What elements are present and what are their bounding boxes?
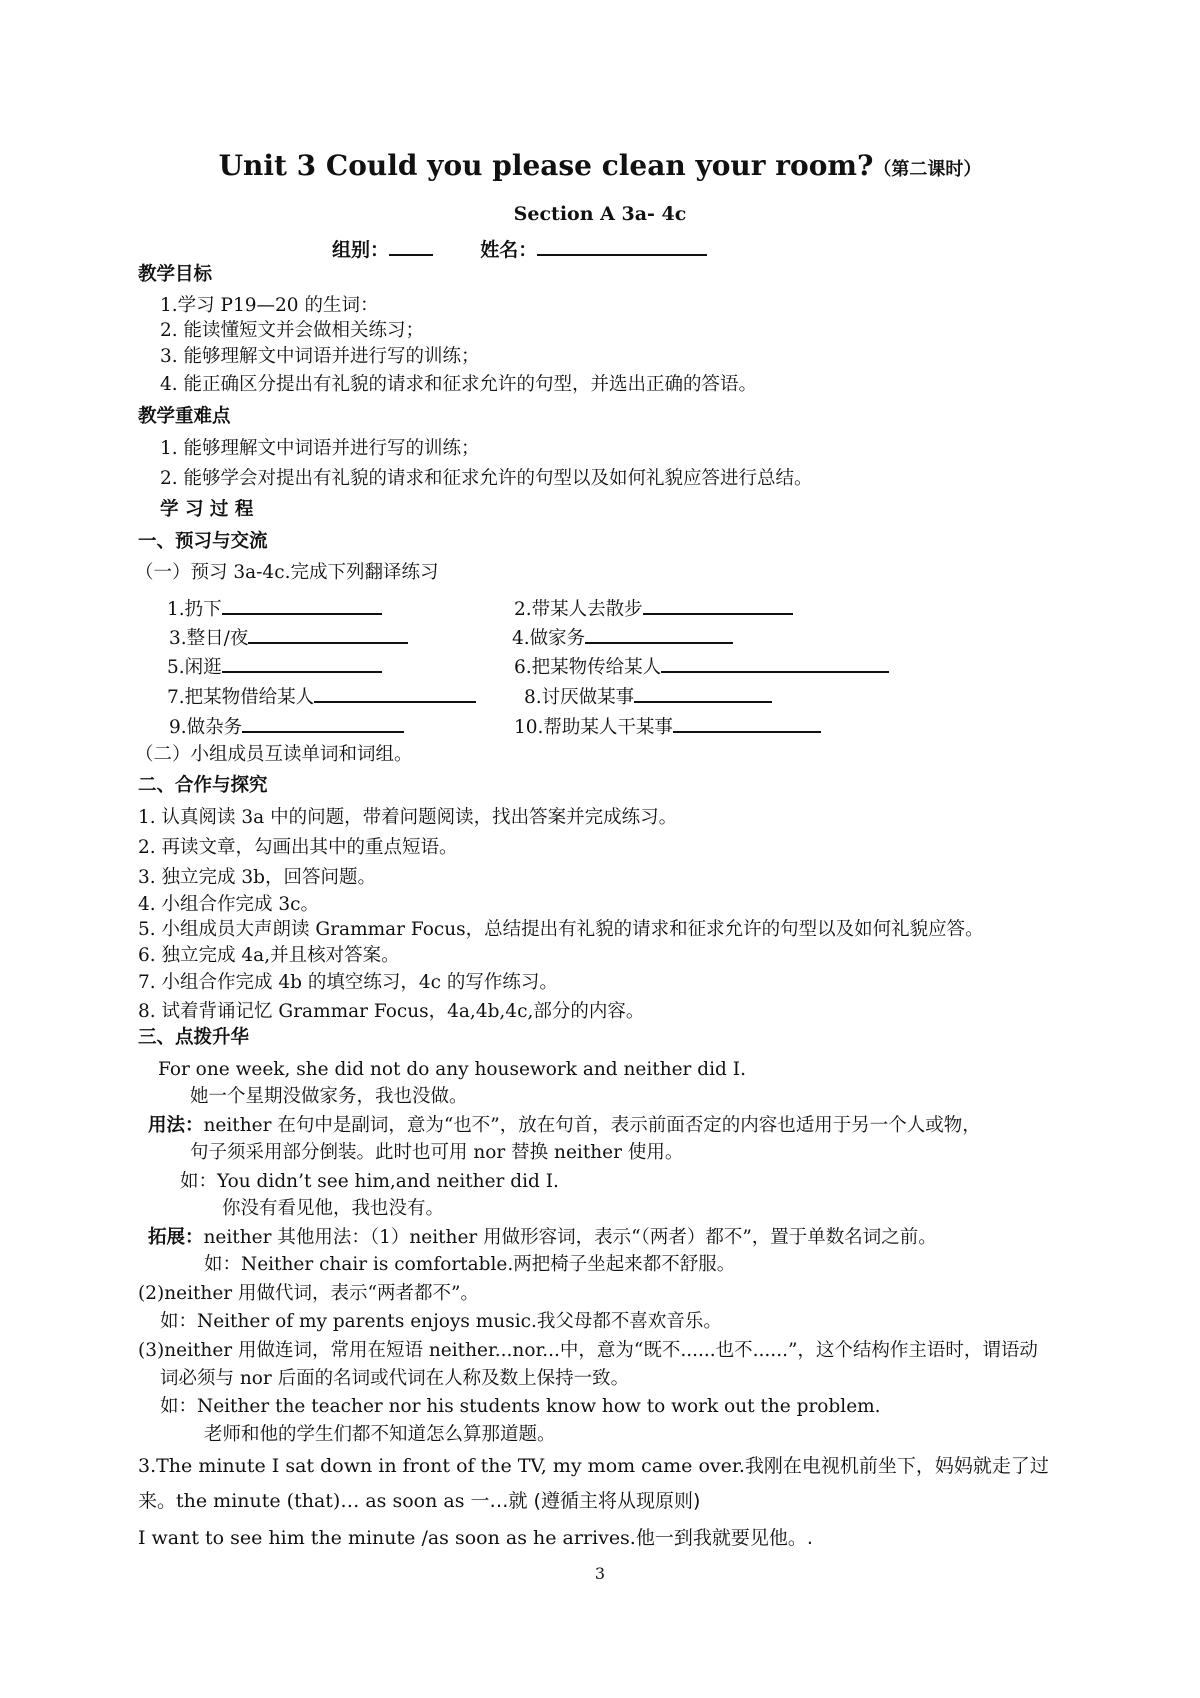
key-points-heading: 教学重难点	[138, 406, 231, 427]
translation-item: 9.做杂务	[169, 711, 404, 740]
document-title	[0, 148, 1200, 188]
extension-3: (3)neither 用做连词，常用在短语 neither...nor...中，意为“既不......也不......”，这个结构作主语时，谓语动	[138, 1340, 1038, 1361]
part1-heading: 一、预习与交流	[138, 531, 268, 552]
translation-item: 5.闲逛	[167, 651, 382, 680]
group-name-line	[332, 234, 707, 262]
name-blank	[537, 234, 707, 256]
objective-item: 1.学习 P19—20 的生词：	[160, 295, 379, 316]
usage-text: neither 在句中是副词，意为“也不”，放在句首，表示前面否定的内容也适用于另一个人或物，	[203, 1115, 981, 1136]
point3-phrase: 来。the minute (that)… as soon as 一…就 (遵循主将从现原则)	[138, 1490, 701, 1512]
usage-text-cont: 句子须采用部分倒装。此时也可用 nor 替换 neither 使用。	[190, 1142, 684, 1163]
extension-line	[148, 1226, 937, 1250]
translation-item: 7.把某物借给某人	[167, 681, 476, 710]
part1-sub1: （一）预习 3a-4c.完成下列翻译练习	[135, 562, 439, 583]
key-point-item: 1. 能够理解文中词语并进行写的训练；	[160, 438, 480, 459]
task-item: 7. 小组合作完成 4b 的填空练习，4c 的写作练习。	[138, 972, 558, 993]
objective-item: 4. 能正确区分提出有礼貌的请求和征求允许的句型，并选出正确的答语。	[160, 374, 758, 395]
example-cn: 她一个星期没做家务，我也没做。	[190, 1086, 468, 1107]
translation-item: 6.把某物传给某人	[514, 651, 889, 680]
point3-example: I want to see him the minute /as soon as he arrives.他一到我就要见他。.	[138, 1527, 813, 1549]
objectives-heading: 教学目标	[138, 264, 213, 285]
point3-sentence: 3.The minute I sat down in front of the TV, my mom came over.我刚在电视机前坐下，妈妈就走了过	[138, 1455, 1049, 1477]
part1-sub2: （二）小组成员互读单词和词组。	[135, 744, 413, 765]
task-item: 5. 小组成员大声朗读 Grammar Focus，总结提出有礼貌的请求和征求允许的句型以及如何礼貌应答。	[138, 919, 984, 940]
part2-heading: 二、合作与探究	[138, 775, 268, 796]
task-item: 3. 独立完成 3b，回答问题。	[138, 867, 377, 888]
extension-3-cont: 词必须与 nor 后面的名词或代词在人称及数上保持一致。	[160, 1368, 630, 1389]
process-heading: 学 习 过 程	[160, 499, 254, 520]
task-item: 6. 独立完成 4a,并且核对答案。	[138, 945, 400, 966]
extension-3-example-en: 如：Neither the teacher nor his students know how to work out the problem.	[160, 1396, 881, 1417]
usage-line	[148, 1114, 981, 1138]
extension-label: 拓展：	[148, 1227, 204, 1248]
group-label: 组别：	[332, 239, 390, 261]
translation-item: 8.讨厌做某事	[524, 681, 772, 710]
name-label: 姓名：	[480, 239, 538, 261]
extension-text: neither 其他用法：（1）neither 用做形容词，表示“（两者）都不”，置于单数名词之前。	[203, 1227, 937, 1248]
part3-heading: 三、点拨升华	[138, 1027, 250, 1048]
task-item: 1. 认真阅读 3a 中的问题，带着问题阅读，找出答案并完成练习。	[138, 807, 678, 828]
usage-label: 用法：	[148, 1115, 204, 1136]
extension-3-example-cn: 老师和他的学生们都不知道怎么算那道题。	[204, 1424, 556, 1445]
objective-item: 2. 能读懂短文并会做相关练习；	[160, 320, 425, 341]
example-en: For one week, she did not do any housework and neither did I.	[158, 1059, 746, 1080]
title-suffix: （第二课时）	[873, 159, 982, 180]
objective-item: 3. 能够理解文中词语并进行写的训练；	[160, 346, 480, 367]
translation-item: 2.带某人去散步	[514, 593, 793, 622]
extension-2: (2)neither 用做代词，表示“两者都不”。	[138, 1283, 479, 1304]
task-item: 8. 试着背诵记忆 Grammar Focus，4a,4b,4c,部分的内容。	[138, 1001, 645, 1022]
title-main: Unit 3 Could you please clean your room?	[218, 149, 874, 182]
translation-item: 4.做家务	[512, 622, 733, 651]
translation-item: 3.整日/夜	[169, 622, 408, 651]
section-heading: Section A 3a- 4c	[513, 203, 687, 225]
task-item: 4. 小组合作完成 3c。	[138, 894, 320, 915]
task-item: 2. 再读文章，勾画出其中的重点短语。	[138, 837, 458, 858]
usage-example-en: 如：You didn’t see him,and neither did I.	[180, 1171, 559, 1192]
page-number: 3	[594, 1564, 606, 1583]
key-point-item: 2. 能够学会对提出有礼貌的请求和征求允许的句型以及如何礼貌应答进行总结。	[160, 468, 813, 489]
translation-item: 1.扔下	[167, 593, 382, 622]
translation-item: 10.帮助某人干某事	[514, 711, 821, 740]
usage-example-cn: 你没有看见他，我也没有。	[222, 1198, 445, 1219]
extension-2-example: 如：Neither of my parents enjoys music.我父母都不喜欢音乐。	[160, 1311, 722, 1332]
extension-example: 如：Neither chair is comfortable.两把椅子坐起来都不舒服。	[204, 1254, 736, 1275]
group-blank	[389, 234, 433, 256]
